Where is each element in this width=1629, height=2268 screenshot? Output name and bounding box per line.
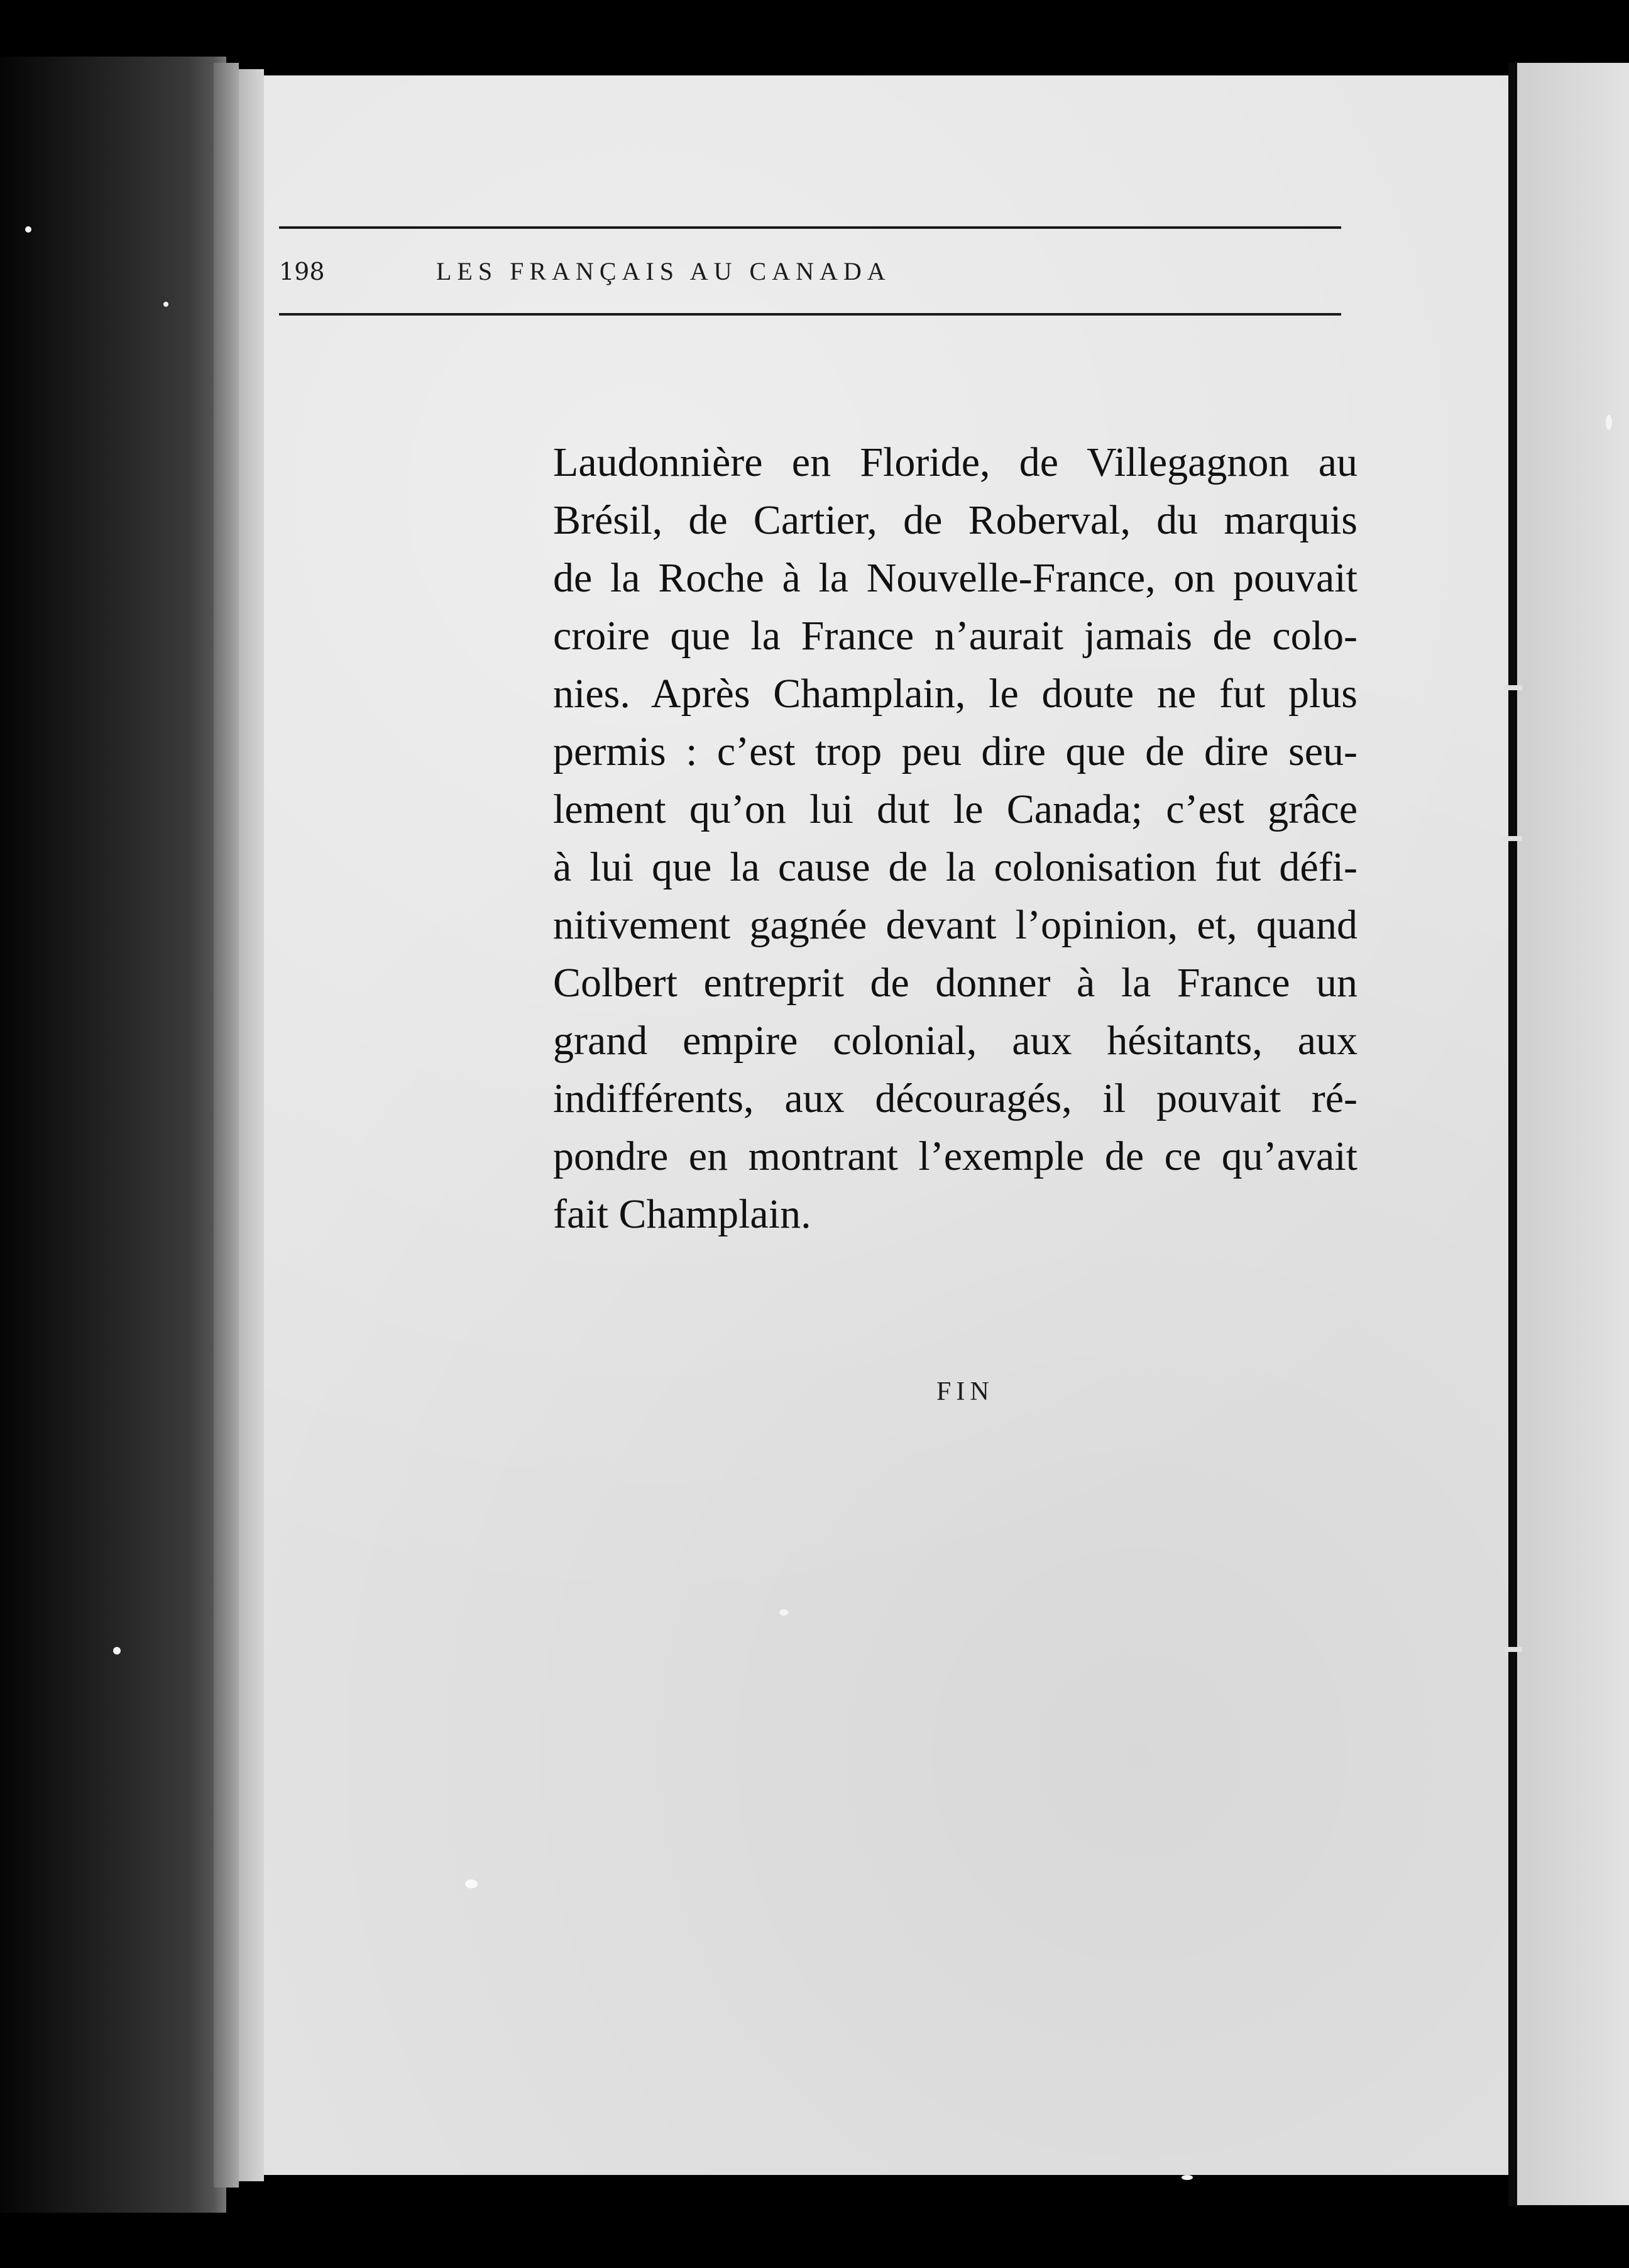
dust-speck [1182, 2175, 1193, 2180]
page-number: 198 [279, 258, 325, 285]
text-line: permis : c’est trop peu dire que de dire seu- [553, 729, 1358, 774]
page-stack [214, 63, 239, 2188]
binding-stitch [1503, 836, 1522, 841]
text-line: indifférents, aux découragés, il pouvait ré- [553, 1076, 1358, 1121]
text-line: fait Champlain. [553, 1191, 811, 1237]
dust-speck [25, 226, 31, 233]
dust-speck [465, 1880, 478, 1888]
dust-speck [1606, 415, 1612, 430]
page-stack [239, 69, 264, 2181]
text-line: lement qu’on lui dut le Canada; c’est grâce [553, 786, 1358, 832]
end-mark: FIN [936, 1377, 994, 1406]
facing-page-edge [1517, 63, 1629, 2205]
text-line: pondre en montrant l’exemple de ce qu’avait [553, 1133, 1358, 1179]
text-line: Colbert entreprit de donner à la France un [553, 960, 1358, 1006]
dust-speck [163, 302, 168, 307]
binding-stitch [1503, 1647, 1522, 1652]
header-rule-top [279, 226, 1341, 229]
text-line: grand empire colonial, aux hésitants, aux [553, 1018, 1358, 1064]
binding-stitch [1503, 685, 1522, 690]
book-edge [0, 57, 226, 2213]
dust-speck [113, 1647, 121, 1654]
text-line: à lui que la cause de la colonisation fut défi- [553, 844, 1358, 890]
text-line: nitivement gagnée devant l’opinion, et, quand [553, 902, 1358, 948]
dust-speck [779, 1609, 788, 1616]
body-text [553, 434, 1358, 1243]
text-line: nies. Après Champlain, le doute ne fut plus [553, 671, 1358, 717]
text-line: Laudonnière en Floride, de Villegagnon au [553, 439, 1358, 485]
running-title: LES FRANÇAIS AU CANADA [436, 257, 891, 285]
book-gutter [1508, 63, 1517, 2206]
running-header [279, 240, 1341, 303]
text-line: Brésil, de Cartier, de Roberval, du marquis [553, 497, 1358, 543]
header-rule-bottom [279, 313, 1341, 316]
text-line: croire que la France n’aurait jamais de colo- [553, 613, 1358, 659]
text-line: de la Roche à la Nouvelle-France, on pouvait [553, 555, 1358, 601]
